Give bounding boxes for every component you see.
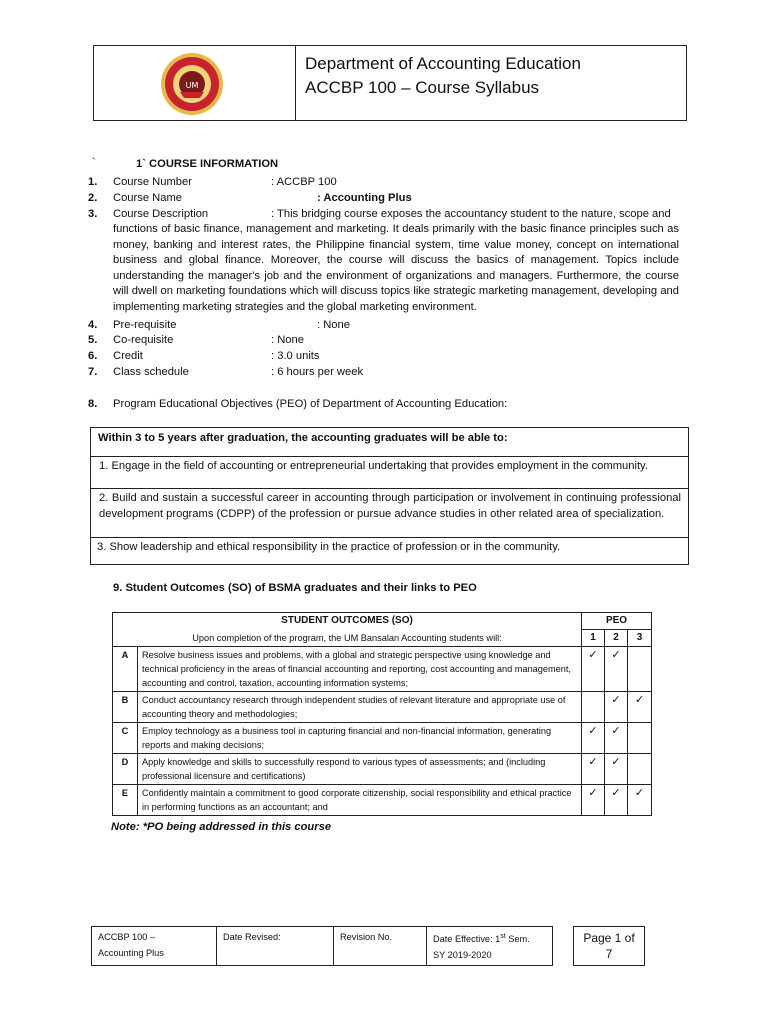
date-effective-text: Date Effective: 1 bbox=[433, 934, 501, 945]
footer-course bbox=[92, 927, 217, 966]
header-divider bbox=[295, 46, 296, 120]
class-schedule-value: : 6 hours per week bbox=[271, 366, 364, 378]
corequisite-value: : None bbox=[271, 334, 304, 346]
table-row bbox=[113, 723, 652, 754]
so-subtitle: Upon completion of the program, the UM Bansalan Accounting students will: bbox=[113, 630, 582, 647]
course-description-text: functions of basic finance, management and marketing. It deals primarily with the basic finance principles such as money, banking and interest rates, the Philippine financial system, time value money, concept on international business and global finance. Moreover, the course will discuss the basics of management. Topics include understanding the manager's job and the environment of organizations and managers. Furthermore, the course will dwell on marketing foundations which will discuss topics like strategic marketing management, developing and implementing marketing strategies and the global marketing environment. bbox=[113, 223, 679, 313]
so-title: STUDENT OUTCOMES (SO) bbox=[113, 613, 582, 630]
course-name-label: Course Name bbox=[113, 192, 183, 204]
footer-date-revised: Date Revised: bbox=[217, 927, 334, 966]
course-name-value: : Accounting Plus bbox=[317, 192, 412, 204]
peo-intro: Program Educational Objectives (PEO) of Department of Accounting Education: bbox=[113, 398, 508, 410]
item-number: 1. bbox=[88, 176, 98, 188]
peo-row bbox=[91, 488, 688, 538]
table-row bbox=[113, 647, 652, 692]
peo-row bbox=[91, 537, 688, 565]
corequisite-label: Co-requisite bbox=[113, 334, 174, 346]
check-icon: ✓ bbox=[582, 785, 605, 816]
class-schedule-label: Class schedule bbox=[113, 366, 189, 378]
footer-revision-no: Revision No. bbox=[334, 927, 427, 966]
peo-col-header: 3 bbox=[627, 630, 651, 647]
department-title: Department of Accounting Education bbox=[305, 54, 581, 73]
page-number: Page 1 of 7 bbox=[574, 927, 645, 966]
item-number: 6. bbox=[88, 350, 98, 362]
so-letter: A bbox=[113, 647, 138, 692]
table-row bbox=[113, 754, 652, 785]
check-icon: ✓ bbox=[605, 692, 628, 723]
credit-label: Credit bbox=[113, 350, 143, 362]
item-number: 2. bbox=[88, 192, 98, 204]
so-letter: E bbox=[113, 785, 138, 816]
footer-course-line: Accounting Plus bbox=[98, 948, 164, 958]
course-description-label: Course Description bbox=[113, 208, 209, 220]
svg-text:UM: UM bbox=[185, 81, 199, 90]
check-icon bbox=[627, 723, 651, 754]
item-number: 7. bbox=[88, 366, 98, 378]
stray-tick: ` bbox=[92, 157, 96, 169]
college-seal-logo bbox=[160, 52, 224, 116]
document-header bbox=[93, 45, 687, 121]
check-icon bbox=[627, 754, 651, 785]
so-letter: B bbox=[113, 692, 138, 723]
student-outcomes-heading: 9. Student Outcomes (SO) of BSMA graduates and their links to PEO bbox=[113, 582, 477, 594]
item-number: 8. bbox=[88, 398, 98, 410]
peo-header: Within 3 to 5 years after graduation, the accounting graduates will be able to: bbox=[98, 432, 508, 444]
so-text: Conduct accountancy research through independent studies of relevant literature and appropriate use of accounting theory and methodologies; bbox=[137, 692, 581, 723]
credit-value: : 3.0 units bbox=[271, 350, 320, 362]
check-icon bbox=[627, 647, 651, 692]
prerequisite-value: : None bbox=[317, 319, 350, 331]
peo-item: 1. Engage in the field of accounting or entrepreneurial undertaking that provides employment in the community. bbox=[99, 460, 648, 472]
student-outcomes-table bbox=[112, 612, 652, 816]
peo-label: PEO bbox=[582, 613, 652, 630]
check-icon: ✓ bbox=[627, 785, 651, 816]
course-information-heading: 1` COURSE INFORMATION bbox=[136, 158, 279, 170]
so-letter: D bbox=[113, 754, 138, 785]
footer-date-effective bbox=[427, 927, 553, 966]
check-icon bbox=[582, 692, 605, 723]
peo-table bbox=[90, 427, 689, 565]
date-effective-sem: Sem. bbox=[505, 934, 530, 945]
footer-school-year: SY 2019-2020 bbox=[433, 950, 492, 961]
table-row bbox=[113, 692, 652, 723]
so-text: Employ technology as a business tool in capturing financial and non-financial information, generating reports and making decisions; bbox=[137, 723, 581, 754]
so-text: Apply knowledge and skills to successfully respond to various types of assessments; and (including professional licensure and certifications) bbox=[137, 754, 581, 785]
footer-course-line: ACCBP 100 – bbox=[98, 932, 156, 942]
check-icon: ✓ bbox=[627, 692, 651, 723]
peo-row bbox=[91, 456, 688, 489]
item-number: 3. bbox=[88, 208, 98, 220]
so-letter: C bbox=[113, 723, 138, 754]
item-number: 4. bbox=[88, 319, 98, 331]
peo-col-header: 1 bbox=[582, 630, 605, 647]
so-text: Resolve business issues and problems, with a global and strategic perspective using knowledge and technical proficiency in the areas of financial accounting and reporting, cost accounting and management, accounting and control, taxation, accounting information systems; bbox=[137, 647, 581, 692]
check-icon: ✓ bbox=[582, 754, 605, 785]
check-icon: ✓ bbox=[605, 723, 628, 754]
course-description-value: : This bridging course exposes the accountancy student to the nature, scope and bbox=[271, 208, 671, 220]
table-row bbox=[113, 785, 652, 816]
prerequisite-label: Pre-requisite bbox=[113, 319, 177, 331]
date-effective-sup: st bbox=[500, 933, 506, 940]
note: Note: *PO being addressed in this course bbox=[111, 821, 332, 833]
check-icon: ✓ bbox=[582, 647, 605, 692]
course-number-value: : ACCBP 100 bbox=[271, 176, 337, 188]
peo-item: 3. Show leadership and ethical responsibility in the practice of profession or in the community. bbox=[97, 541, 561, 553]
so-text: Confidently maintain a commitment to good corporate citizenship, social responsibility and ethical practice in performing functions as an accountant; and bbox=[137, 785, 581, 816]
document-footer bbox=[91, 926, 645, 966]
course-number-label: Course Number bbox=[113, 176, 192, 188]
peo-item: 2. Build and sustain a successful career in accounting through participation or involvement in continuing professional development programs (CDPP) of the profession or pursue advance studies in other related area of specialization. bbox=[99, 492, 681, 520]
check-icon: ✓ bbox=[582, 723, 605, 754]
peo-col-header: 2 bbox=[605, 630, 628, 647]
item-number: 5. bbox=[88, 334, 98, 346]
syllabus-title: ACCBP 100 – Course Syllabus bbox=[305, 78, 540, 97]
check-icon: ✓ bbox=[605, 754, 628, 785]
check-icon: ✓ bbox=[605, 647, 628, 692]
check-icon: ✓ bbox=[605, 785, 628, 816]
